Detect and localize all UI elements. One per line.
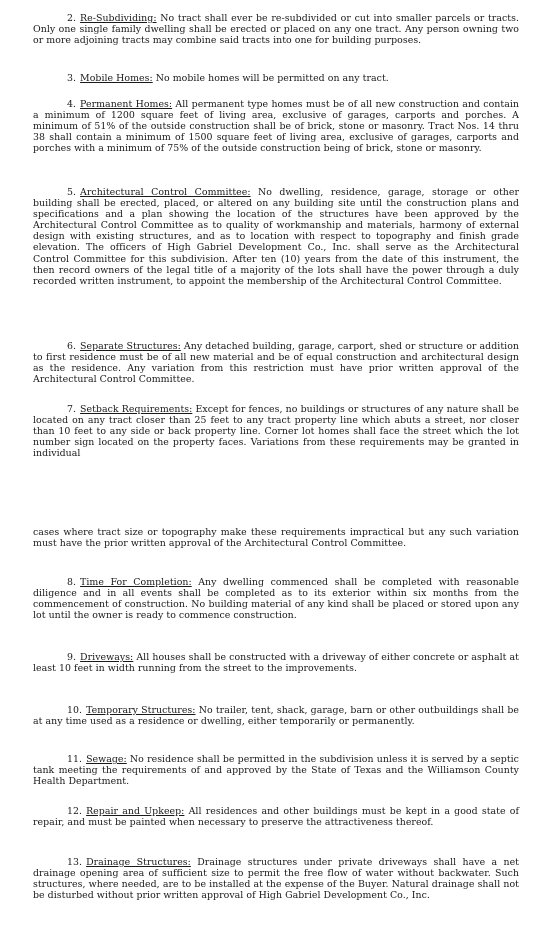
section-heading: Drainage Structures:: [86, 857, 191, 868]
paragraph: [33, 73, 519, 84]
section-number: 10.: [67, 705, 83, 716]
section-number: 2.: [67, 13, 77, 24]
section-text: Drainage structures under private driveways shall have a net drainage opening area of sufficient size to permit the free flow of water without backwater. Such structures, where needed, are to be installed at the expense of the Buyer. Natural drainage shall not be disturbed without prior written approval of High Gabriel Development Co., Inc.: [33, 857, 520, 902]
section-number: 3.: [67, 73, 77, 84]
section-heading: Temporary Structures:: [86, 705, 196, 716]
section-text: Any detached building, garage, carport, shed or structure or addition to first residence must be of all new material and be of equal construction and architectural design as the residence. Any variation from this restriction must have prior written approval of the Architectural Control Committee.: [33, 341, 519, 386]
paragraph: [33, 754, 519, 787]
section-drainage-structures: [33, 857, 519, 901]
section-heading: Re-Subdividing:: [80, 13, 157, 24]
section-heading: Architectural Control Committee:: [80, 187, 251, 198]
section-text: No trailer, tent, shack, garage, barn or other outbuildings shall be at any time used as a residence or dwelling, either temporarily or permanently.: [33, 705, 519, 728]
paragraph: [33, 652, 519, 674]
section-setback-continued: [33, 527, 519, 549]
section-heading: Repair and Upkeep:: [86, 806, 185, 817]
paragraph: [33, 13, 519, 46]
section-heading: Separate Structures:: [80, 341, 181, 352]
section-mobile-homes: [33, 73, 519, 84]
section-sewage: [33, 754, 519, 787]
section-heading: Sewage:: [86, 754, 127, 765]
section-text: All residences and other buildings must be kept in a good state of repair, and must be painted when necessary to preserve the attractiveness thereof.: [33, 806, 519, 829]
paragraph: [33, 857, 519, 901]
section-text: No mobile homes will be permitted on any tract.: [152, 73, 389, 84]
section-number: 9.: [67, 652, 77, 663]
section-text: Except for fences, no buildings or structures of any nature shall be located on any tract closer than 25 feet to any tract property line which abuts a street, nor closer than 10 feet to any side or back property line. Corner lot homes shall face the street which the lot number sign located on the property faces. Variations from these requirements may be granted in individual: [33, 404, 519, 460]
section-number: 6.: [67, 341, 77, 352]
paragraph: [33, 404, 519, 459]
section-text: No dwelling, residence, garage, storage or other building shall be erected, placed, or altered on any building site until the construction plans and specifications and a plan showing the location of the structures have been approved by the Architectural Control Committee as to quality of workmanship and materials, harmony of external design with existing structures, and as to location with respect to topography and finish grade elevation. The officers of High Gabriel Development Co., Inc. shall serve as the Architectural Control Committee for this subdivision. After ten (10) years from the date of this instrument, the then record owners of the legal title of a majority of the lots shall have the power through a duly recorded written instrument, to appoint the membership of the Architectural Control Committee.: [33, 187, 520, 287]
paragraph: [33, 341, 519, 385]
section-number: 12.: [67, 806, 83, 817]
section-heading: Time For Completion:: [80, 577, 192, 588]
paragraph: [33, 99, 519, 154]
section-heading: Setback Requirements:: [80, 404, 193, 415]
section-separate-structures: [33, 341, 519, 385]
section-architectural-control: [33, 187, 519, 287]
section-number: 11.: [67, 754, 83, 765]
paragraph: [33, 187, 519, 287]
section-heading: Driveways:: [80, 652, 134, 663]
section-number: 5.: [67, 187, 77, 198]
section-text: Any dwelling commenced shall be completed with reasonable diligence and in all events shall be completed as to its exterior within six months from the commencement of construction. No building material of any kind shall be placed or stored upon any lot until the owner is ready to commence construction.: [33, 577, 519, 622]
section-number: 4.: [67, 99, 77, 110]
paragraph: [33, 806, 519, 828]
section-driveways: [33, 652, 519, 674]
paragraph: [33, 705, 519, 727]
paragraph: [33, 527, 519, 549]
section-text: No residence shall be permitted in the subdivision unless it is served by a septic tank meeting the requirements of and approved by the State of Texas and the Williamson County Health Department.: [33, 754, 519, 788]
section-re-subdividing: [33, 13, 519, 46]
section-time-for-completion: [33, 577, 519, 621]
section-text: No tract shall ever be re-subdivided or cut into smaller parcels or tracts. Only one single family dwelling shall be erected or placed on any one tract. Any person owning two or more adjoining tracts may combine said tracts into one for building purposes.: [33, 13, 519, 47]
section-permanent-homes: [33, 99, 519, 154]
section-number: 13.: [67, 857, 83, 868]
section-setback-requirements: [33, 404, 519, 459]
section-temporary-structures: [33, 705, 519, 727]
section-repair-upkeep: [33, 806, 519, 828]
section-number: 7.: [67, 404, 77, 415]
section-heading: Mobile Homes:: [80, 73, 153, 84]
section-text: All permanent type homes must be of all new construction and contain a minimum of 1200 square feet of living area, exclusive of garages, carports and porches. A minimum of 51% of the outside construction shall be of brick, stone or masonry. Tract Nos. 14 thru 38 shall contain a minimum of 1500 square feet of living area, exclusive of garages, carports and porches with a minimum of 75% of the outside construction being of brick, stone or masonry.: [33, 99, 519, 155]
section-heading: Permanent Homes:: [80, 99, 173, 110]
section-number: 8.: [67, 577, 77, 588]
section-text: All houses shall be constructed with a driveway of either concrete or asphalt at least 10 feet in width running from the street to the improvements.: [33, 652, 519, 675]
section-text: cases where tract size or topography make these requirements impractical but any such variation must have the prior written approval of the Architectural Control Committee.: [33, 527, 519, 550]
paragraph: [33, 577, 519, 621]
